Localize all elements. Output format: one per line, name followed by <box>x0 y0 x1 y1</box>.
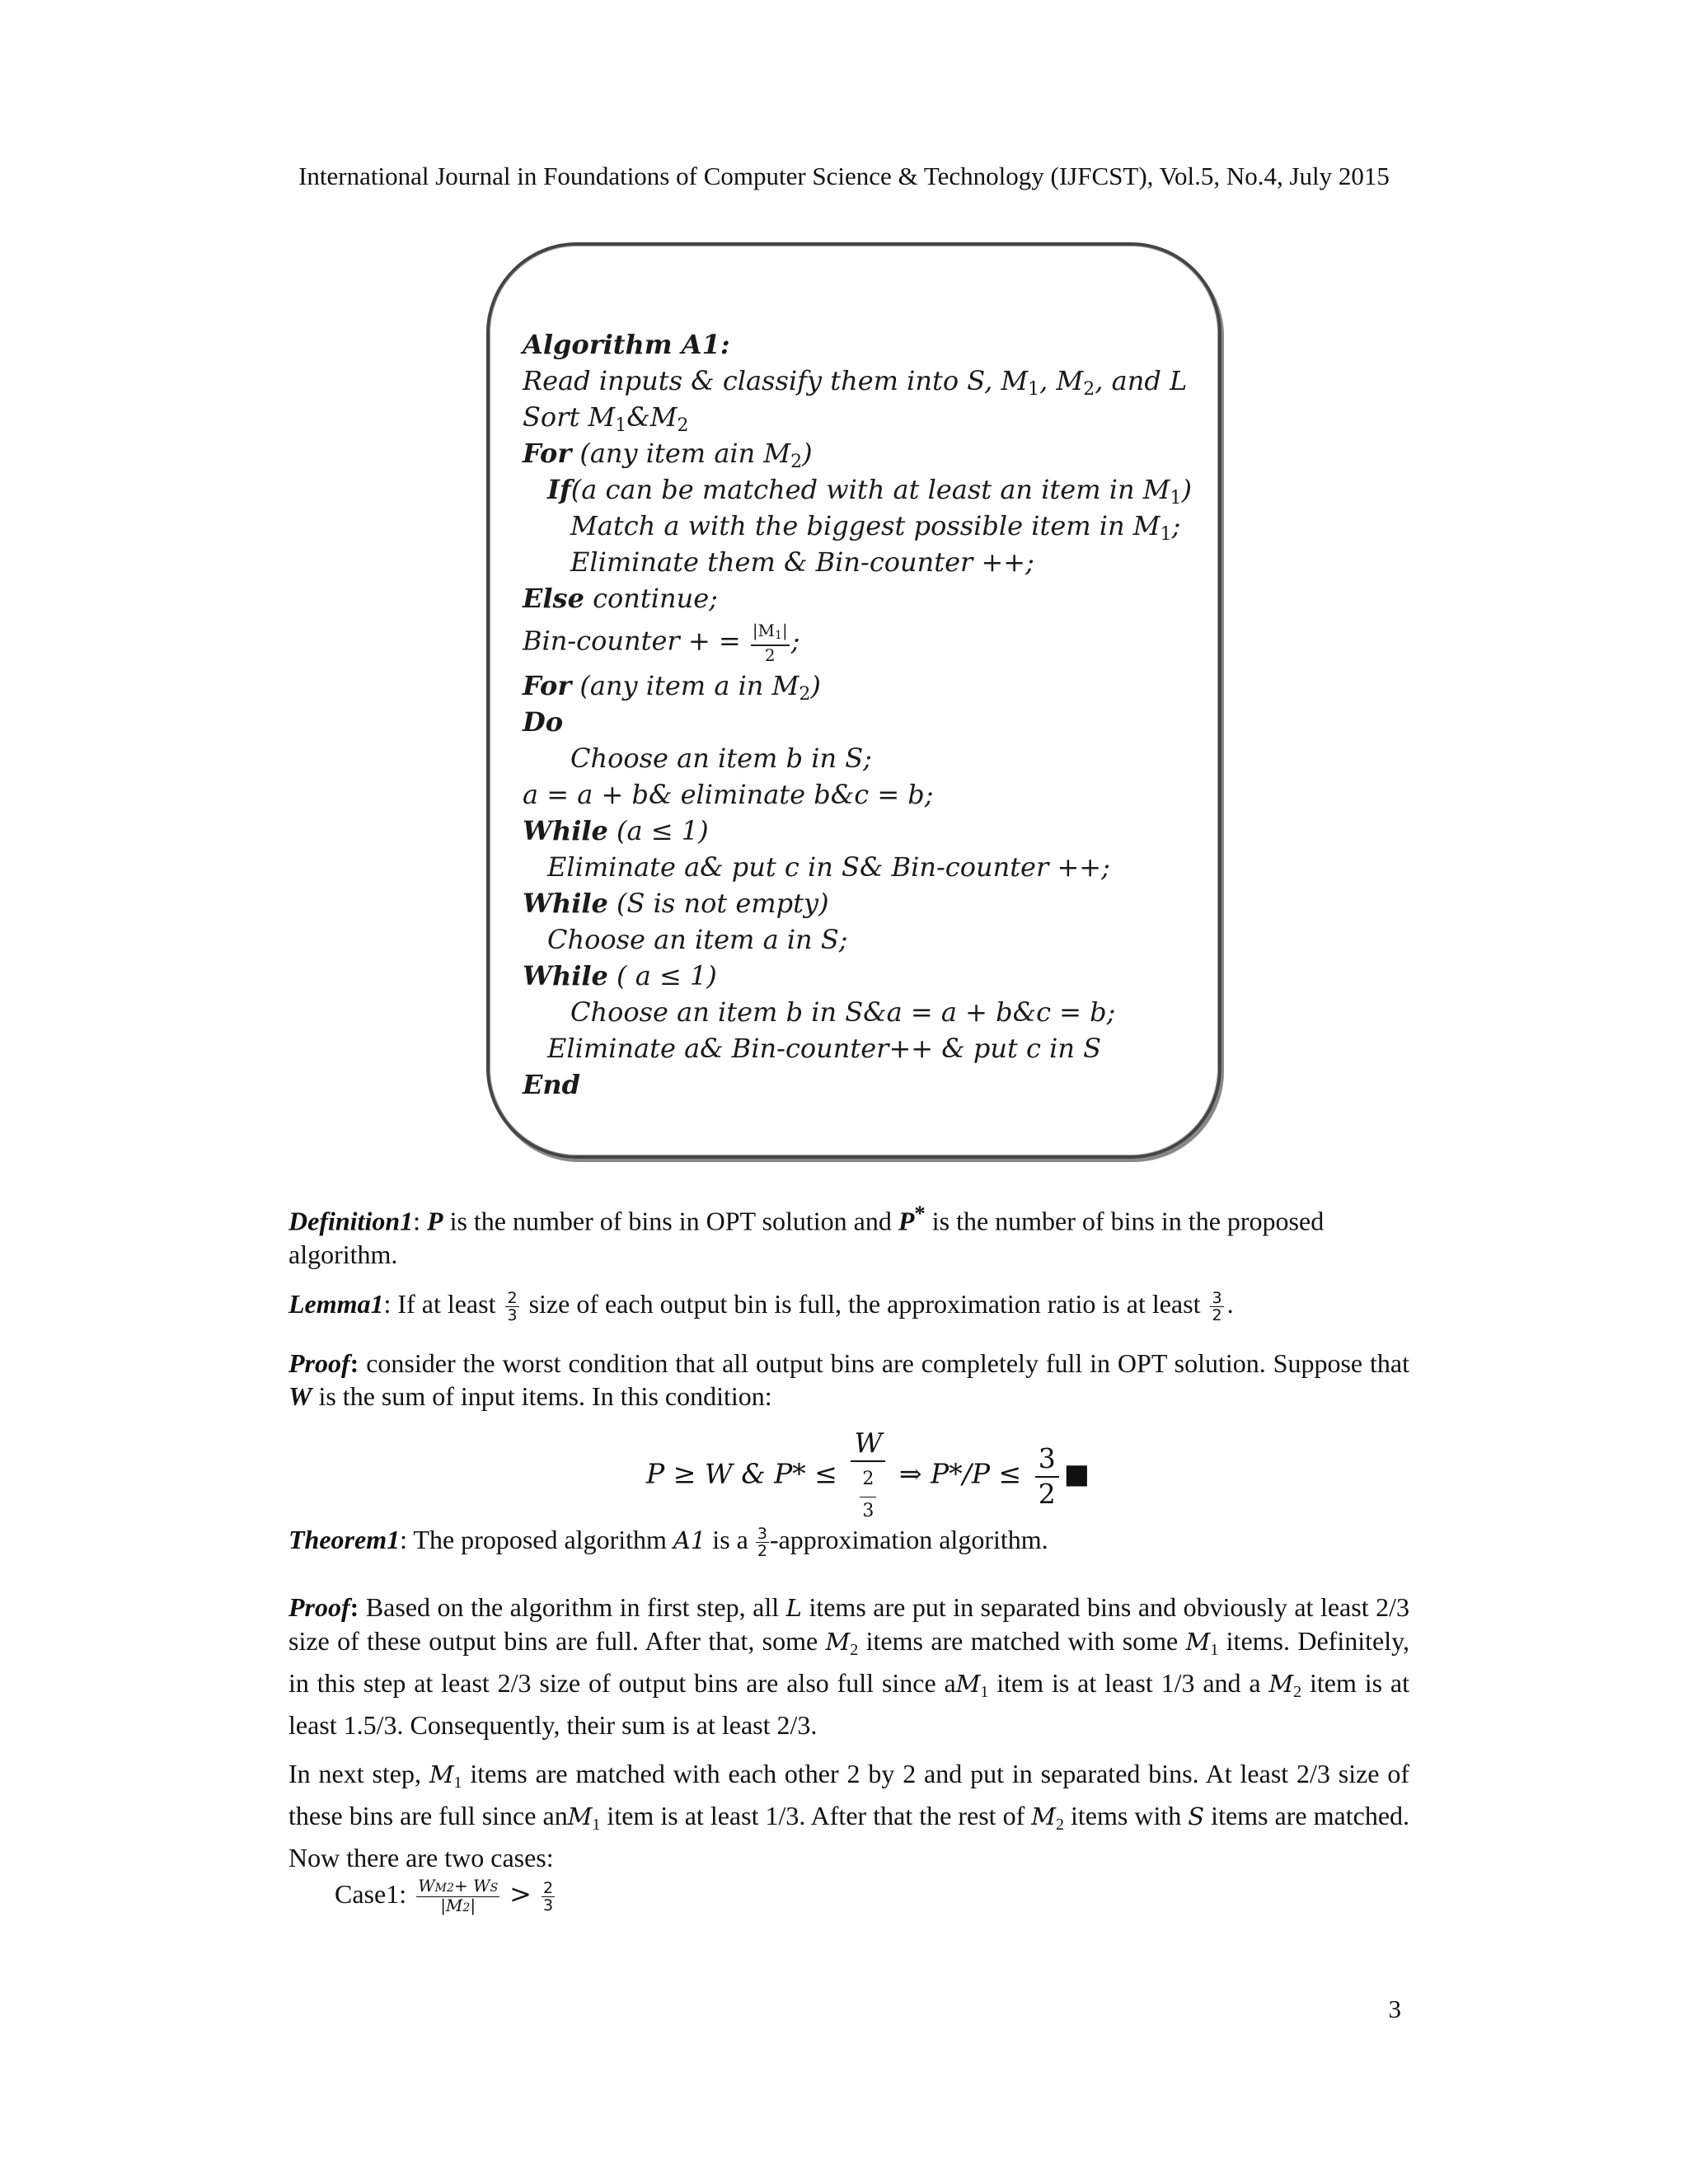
algorithm-line: a = a + b& eliminate b&c = b; <box>523 779 934 810</box>
algorithm-line: Do <box>523 706 564 738</box>
algorithm-line: While (a ≤ 1) <box>523 815 709 846</box>
qed-symbol: ■ <box>1063 1457 1090 1490</box>
fraction: $\frac{WM2+ WS}{|M2|}$ <box>418 1876 499 1916</box>
algorithm-line: Choose an item a in S; <box>547 924 848 955</box>
inequality-equation: P ≥ W & P* ≤ $\frac{W}{\frac{2}{3}}$ ⇒ P*/P ≤ $\frac{3}{2}$ ■ <box>646 1426 1090 1526</box>
fraction: $\frac{W}{\frac{2}{3}}$ <box>851 1426 885 1526</box>
theorem-1: Theorem1: The proposed algorithm A1 is a $\frac{3}{2}$ -approximation algorithm. <box>288 1525 1048 1561</box>
fraction: $\frac{3}{2}$ <box>1035 1441 1059 1511</box>
algorithm-line: End <box>523 1069 581 1100</box>
algorithm-line: Choose an item b in S; <box>570 743 872 774</box>
algorithm-line: Sort $M_1\&M_2$ <box>523 401 689 436</box>
definition-1: Definition1: P is the number of bins in OPT solution and P* is the number of bins in the proposed algorithm. <box>288 1201 1325 1269</box>
algorithm-line: While ( a ≤ 1) <box>523 960 717 991</box>
proof-1: Proof: consider the worst condition that all output bins are completely full in OPT solution. Suppose that W is the sum of input items. In this condition: <box>288 1348 1409 1411</box>
algorithm-line: Match a with the biggest possible item in $M_1$; <box>570 510 1181 545</box>
algorithm-line: If(a can be matched with at least an item in $M_1$) <box>547 474 1192 509</box>
paragraph-next-step: In next step, M1 items are matched with each other 2 by 2 and put in separated bins. At least 2/3 size of these bins are full since anM1 item is at least 1/3. After that the rest of M2 items with S items are matched. Now there are two cases: <box>288 1759 1410 1872</box>
page-number: 3 <box>1388 1994 1401 2023</box>
algorithm-line: While (S is not empty) <box>523 888 829 919</box>
lemma-1: Lemma1: If at least $\frac{2}{3}$ size of each output bin is full, the approximation ratio is at least $\frac{3}{2}$ . <box>288 1289 1234 1325</box>
fraction: $\frac{|M_1|}{2}$ <box>752 621 788 665</box>
fraction: $\frac{3}{2}$ <box>1212 1289 1222 1325</box>
algorithm-line: Read inputs & classify them into S, $M_1$, $M_2$, and L <box>523 365 1188 400</box>
fraction: $\frac{3}{2}$ <box>757 1525 767 1561</box>
algorithm-line: Else continue; <box>523 583 718 614</box>
fraction: $\frac{2}{3}$ <box>542 1879 554 1915</box>
running-header: International Journal in Foundations of Computer Science & Technology (IJFCST), Vol.5, No.4, July 2015 <box>298 162 1390 190</box>
algorithm-line: Choose an item b in S&a = a + b&c = b; <box>570 996 1116 1028</box>
algorithm-line: For (any item ain $M_2$) <box>523 438 813 472</box>
case-1: Case1: $\frac{WM2+ WS}{|M2|}$ > $\frac{2}{3}$ <box>335 1876 554 1916</box>
proof-2: Proof: Based on the algorithm in first step, all L items are put in separated bins and obviously at least 2/3 size of these output bins are full. After that, some M2 items are matched with some M1 items. Definitely, in this step at least 2/3 size of output bins are also full since aM1 item is at least 1/3 and a M2 item is at least 1.5/3. Consequently, their sum is at least 2/3. <box>288 1592 1410 1740</box>
algorithm-line: For (any item a in $M_2$) <box>523 670 821 705</box>
algorithm-title: Algorithm A1: <box>523 329 730 360</box>
algorithm-line: Eliminate a& put c in S& Bin-counter ++; <box>547 851 1110 883</box>
algorithm-line: Bin-counter + = $\frac{|M_1|}{2}$ ; <box>523 621 800 665</box>
fraction: $\frac{2}{3}$ <box>507 1289 518 1325</box>
algorithm-line: Eliminate a& Bin-counter++ & put c in S <box>547 1033 1102 1064</box>
algorithm-line: Eliminate them & Bin-counter ++; <box>570 546 1034 578</box>
